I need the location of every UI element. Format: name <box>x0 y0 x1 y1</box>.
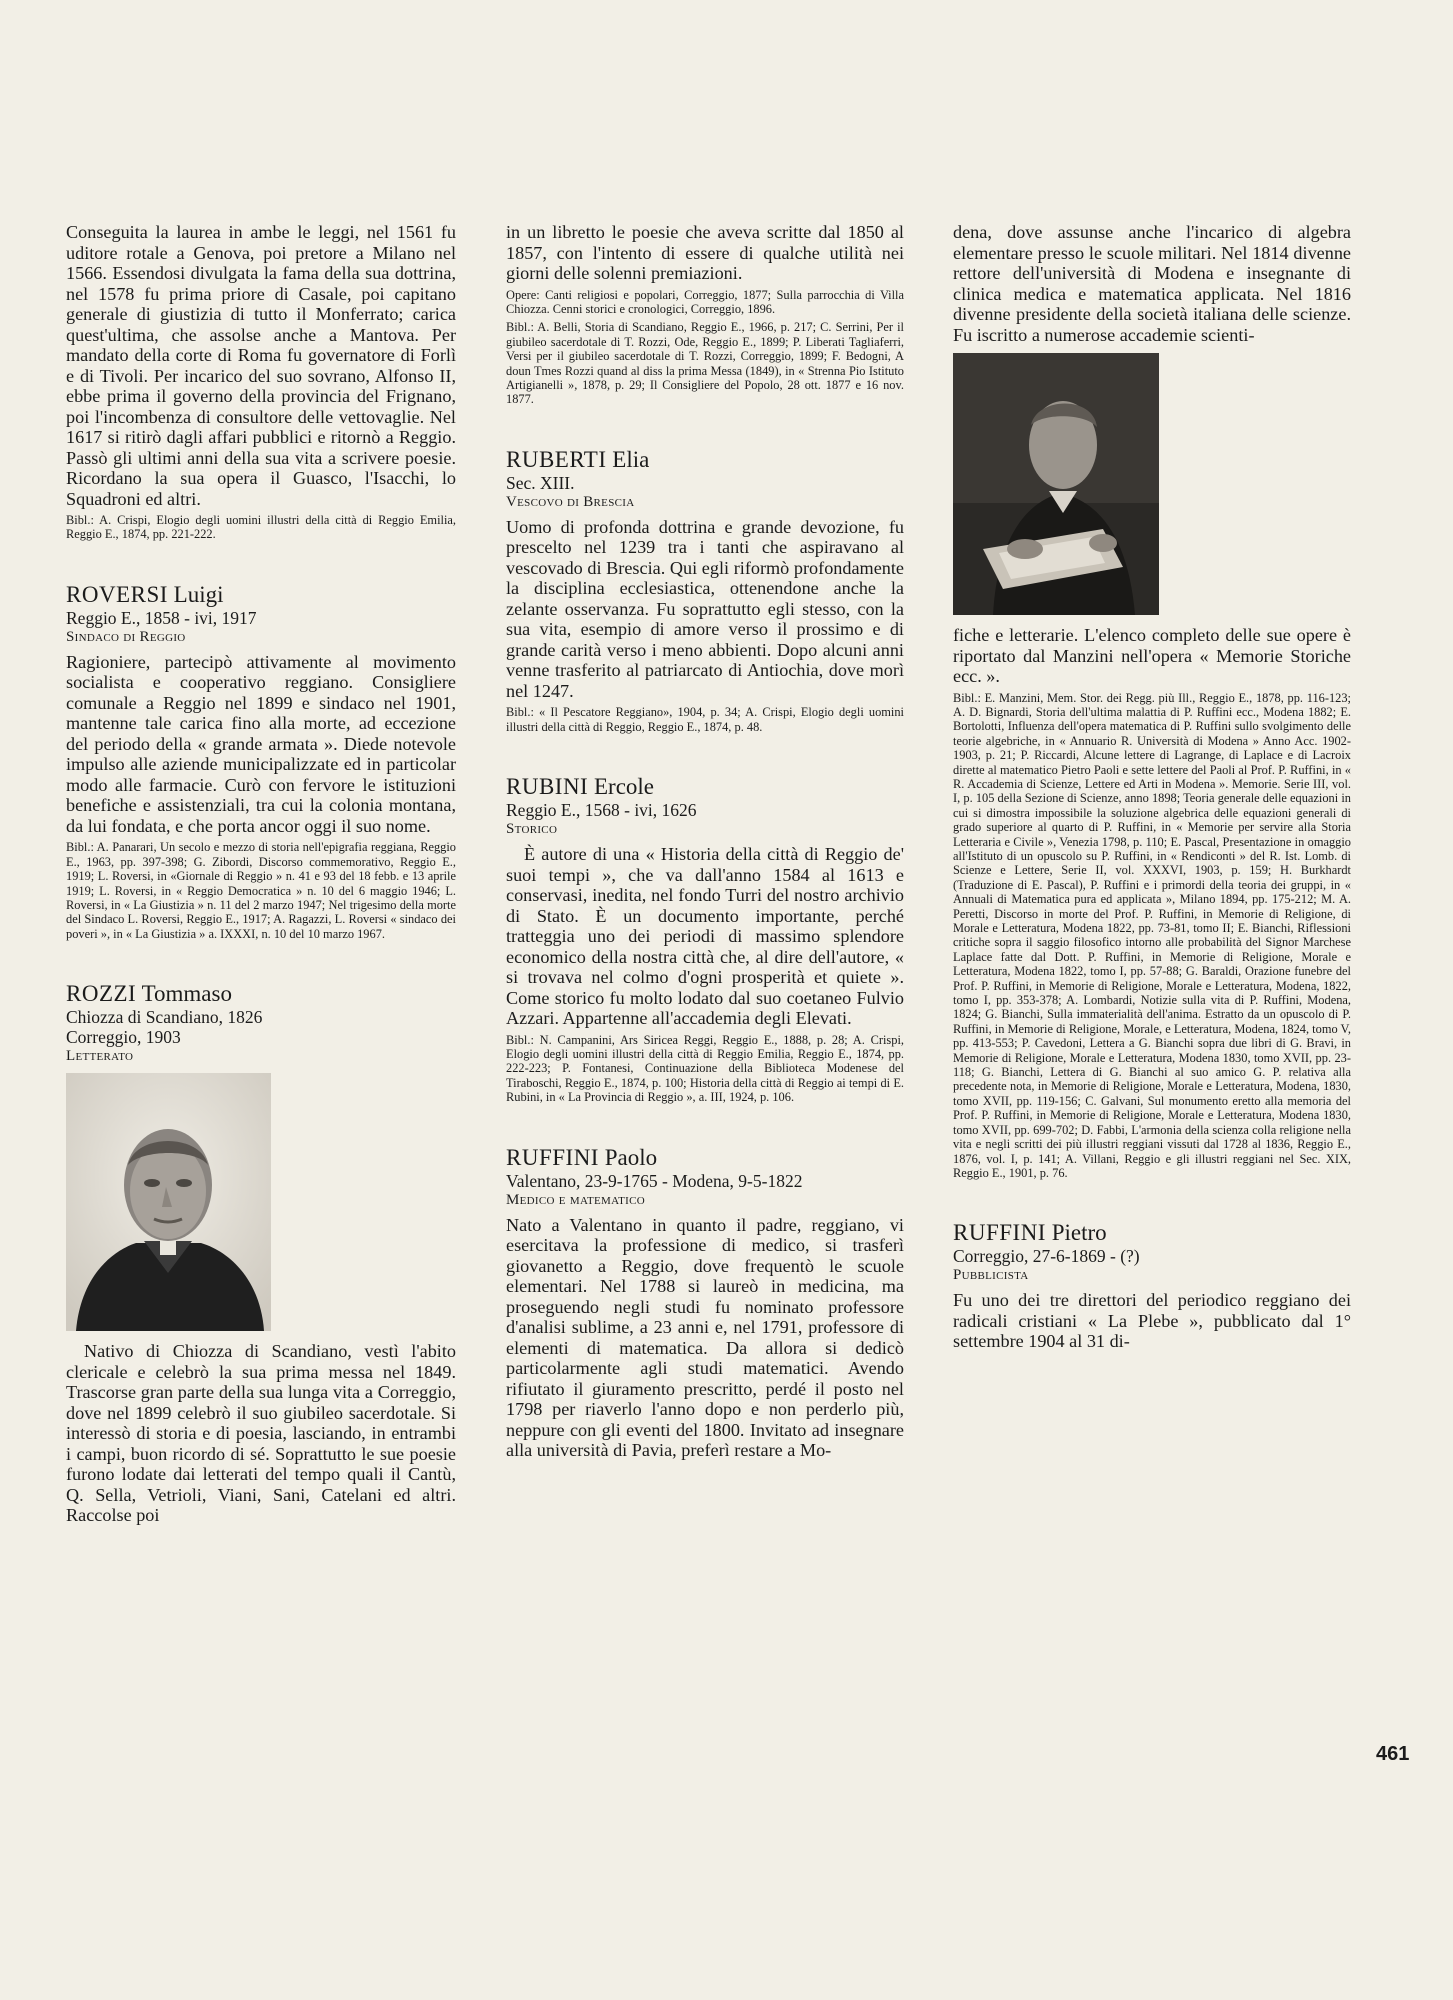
entry-death: Correggio, 1903 <box>66 1027 181 1048</box>
entry-name <box>506 774 904 800</box>
intro-text: Conseguita la laurea in ambe le leggi, nel 1561 fu uditore rotale a Genova, poi pretore a Milano nel 1566. Essendosi divulgata la fama della sua dottrina, nel 1578 fu prima priore di Casale, poi capitano generale di giustizia di tutto il Monferrato; carica quest'ultima, che assolse anche a Mantova. Per mandato della corte di Roma fu governatore di Forlì e di Tivoli. Per incarico del suo sovrano, Alfonso II, ebbe prima il governo della provincia del Frignano, poi l'incombenza di consultore delle vettovaglie. Nel 1617 si ritirò dagli affari pubblici e ritornò a Reggio. Passò gli ultimi anni della sua vita a scrivere poesie. Ricordano la sua opera il Guasco, l'Isacchi, lo Squadroni ed altri. <box>66 222 456 509</box>
entry-rozzi-tommaso <box>66 981 456 1526</box>
entry-bibliography: Bibl.: « Il Pescatore Reggiano», 1904, p. 34; A. Crispi, Elogio degli uomini illustri della città di Reggio, Reggio E., 1874, p. 48. <box>506 705 904 734</box>
entry-ruffini-pietro <box>953 1220 1351 1352</box>
entry-name <box>66 981 456 1007</box>
column-1 <box>66 222 456 1526</box>
portrait-rozzi <box>66 1073 456 1331</box>
entry-dates: Sec. XIII. <box>506 472 575 493</box>
entry-bibliography: Bibl.: E. Manzini, Mem. Stor. dei Regg. più Ill., Reggio E., 1878, pp. 116-123; A. D. Bignardi, Storia dell'ultima malattia di P. Ruffini ecc., Modena 1882; E. Bortolotti, Influenza dell'opera matematica di P. Ruffini sullo svolgimento delle teorie algebriche, in « Annuario R. Università di Modena » Anno Acc. 1902-1903, p. 21; P. Riccardi, Alcune lettere di Lagrange, di Laplace e di Lacroix dirette al matematico Pietro Paoli e sette lettere del Paoli al Prof. P. Ruffini, in « R. Accademia di Scienze, Lettere ed Arti in Modena ». Memorie. Serie III, vol. I, p. 105 della Sezione di Scienze, anno 1898; Teoria generale delle equazioni in cui si dimostra impossibile la soluzione algebrica delle equazioni generali di grado superiore al quarto di P. Ruffini, in « Memorie per servire alla Storia Letteraria e Civile », Venezia 1798, p. 110; E. Pascal, Presentazione in omaggio all'Istituto di un opuscolo su P. Ruffini, in « Rendiconti » del R. Ist. Lomb. di Scienze e Lettere, Serie II, vol. XXXVI, 1903, p. 159; H. Burkhardt (Traduzione di E. Pascal), P. Ruffini e i primordi della teoria dei gruppi, in « Annuali di Matematica pura ed applicata », Milano 1894, pp. 175-212; M. A. Peretti, Discorso in morte del Prof. P. Ruffini, in Memorie di Religione, di Morale e Letteratura, Modena 1822, pp. 73-81, tomo II; E. Bianchi, Riflessioni critiche sopra il saggio filosofico intorno alle probabilità del Signor Marchese Laplace fatte dal Dott. P. Ruffini, in Memorie di Religione, Morale e Letteratura, Modena 1822, tomo I, pp. 57-88; G. Baraldi, Orazione funebre del Prof. P. Ruffini, in Memorie di Religione, Morale e Letteratura, Modena, 1822, tomo I, pp. 353-378; A. Lombardi, Notizie sulla vita di P. Ruffini, Modena, 1824; G. Bianchi, Sulla immaterialità dell'anima. Estratto da un opuscolo di P. Ruffini, in Memorie di Religione, Morale, e Letteratura, Modena, 1824, tomo V, pp. 413-553; P. Cavedoni, Lettera a G. Bianchi sopra due libri di G. Bravi, in Memorie di Religione, Morale e Letteratura, Modena 1830, tomo XVII, pp. 23-118; G. Bianchi, Lettera di G. Bianchi al suo amico G. P. relativa alla precedente nota, in Memorie di Religione, Morale e Letteratura, Modena, 1830, tomo XVII, pp. 119-156; C. Galvani, Sul monumento eretto alla memoria del Prof. P. Ruffini, in Memorie di Religione, Morale e Letteratura, Modena 1830, tomo XVII, pp. 699-702; D. Fabbi, L'armonia della scienza colla religione nella vita e negli scritti dei più illustri reggiani vissuti dal 1728 al 1836, Reggio E., 1876, vol. I, p. 141; A. Villani, Reggio e gli illustri reggiani nel Sec. XIX, Reggio E., 1901, p. 76. <box>953 690 1351 1180</box>
entry-role: Vescovo di Brescia <box>506 493 635 510</box>
entry-text-continued-2: fiche e letterarie. L'elenco completo delle sue opere è riportato dal Manzini nell'opera « Memorie Storiche ecc. ». <box>953 625 1351 686</box>
entry-dates: Correggio, 27-6-1869 - (?) <box>953 1246 1140 1267</box>
entry-dates: Valentano, 23-9-1765 - Modena, 9-5-1822 <box>506 1170 803 1191</box>
entry-surname: RUFFINI <box>506 1144 599 1170</box>
entry-role: Medico e matematico <box>506 1191 645 1208</box>
entry-role: Storico <box>506 821 558 838</box>
entry-ruberti-elia <box>506 447 904 734</box>
entry-text-continued: dena, dove assunse anche l'incarico di algebra elementare presso le scuole militari. Nel 1814 divenne rettore dell'università di Modena e insegnante di clinica medica e matematica applicata. Nel 1816 divenne presidente della società italiana delle scienze. Fu iscritto a numerose accademie scienti- <box>953 222 1351 345</box>
entry-surname: RUBINI <box>506 774 589 800</box>
entry-works: Opere: Canti religiosi e popolari, Correggio, 1877; Sulla parrocchia di Villa Chiozza. Cenni storici e cronologici, Correggio, 1896. <box>506 287 904 316</box>
entry-name <box>506 1145 904 1171</box>
entry-name <box>66 582 456 608</box>
entry-dates: Reggio E., 1858 - ivi, 1917 <box>66 607 257 628</box>
portrait-ruffini <box>953 353 1351 615</box>
entry-name <box>506 447 904 473</box>
entry-given-name: Tommaso <box>141 981 232 1007</box>
entry-text: Nato a Valentano in quanto il padre, reggiano, vi esercitava la professione di medico, si trasferì giovanetto a Reggio, dove frequentò le scuole elementari. Nel 1788 si laureò in medicina, ma proseguendo negli studi fu nominato professore d'analisi sublime, a 23 anni e, nel 1791, professore di elementi di matematica. Da allora si dedicò particolarmente agli studi matematici. Avendo rifiutato il giuramento prescritto, perdé il posto nel 1798 per riaverlo l'anno dopo e non perderlo più, neppure con gli eventi del 1800. Invitato ad insegnare alla università di Pavia, preferì restare a Mo- <box>506 1214 904 1461</box>
entry-given-name: Pietro <box>1051 1220 1107 1246</box>
entry-ruffini-paolo <box>506 1145 904 1461</box>
entry-given-name: Paolo <box>604 1144 658 1170</box>
entry-given-name: Ercole <box>593 774 654 800</box>
entry-rubini-ercole <box>506 774 904 1105</box>
intro-bibliography: Bibl.: A. Crispi, Elogio degli uomini illustri della città di Reggio Emilia, Reggio E., 1874, pp. 221-222. <box>66 513 456 542</box>
entry-text: È autore di una « Historia della città di Reggio de' suoi tempi », che va dall'anno 1584 al 1613 e conservasi, inedita, nel fondo Turri del nostro archivio di Stato. È un documento importante, perché tratteggia uno dei periodi di massimo splendore economico della nostra città che, al dire dell'autore, « si trovava nel colmo d'ogni prosperità et quiete ». Come storico fu molto lodato dal suo coetaneo Fulvio Azzari. Appartenne all'accademia degli Elevati. <box>506 844 904 1029</box>
entry-role: Pubblicista <box>953 1267 1029 1284</box>
entry-bibliography: Bibl.: A. Panarari, Un secolo e mezzo di storia nell'epigrafia reggiana, Reggio E., 1963, pp. 397-398; G. Zibordi, Discorso commemorativo, Reggio E., 1919; L. Roversi, in «Giornale di Reggio » n. 41 e 93 del 18 febb. e 13 aprile 1919; L. Roversi, in « Reggio Democratica » n. 10 del 6 maggio 1946; L. Roversi, in « La Giustizia » n. 11 del 2 marzo 1947; Nel trigesimo della morte del Sindaco L. Roversi, Reggio E., 1917; A. Ragazzi, L. Roversi « sindaco dei poveri », in « La Giustizia » a. IXXXI, n. 10 del 10 marzo 1967. <box>66 840 456 941</box>
entry-role: Sindaco di Reggio <box>66 628 186 645</box>
entry-roversi-luigi <box>66 582 456 941</box>
portrait-rozzi-image <box>66 1073 271 1331</box>
entry-text: Fu uno dei tre direttori del periodico reggiano dei radicali cristiani « La Plebe », pubblicato dal 1° settembre 1904 al 31 di- <box>953 1290 1351 1352</box>
entry-surname: RUFFINI <box>953 1220 1046 1246</box>
entry-surname: RUBERTI <box>506 446 607 472</box>
entry-surname: ROVERSI <box>66 581 168 607</box>
page-number: 461 <box>1376 1743 1410 1765</box>
entry-birth: Chiozza di Scandiano, 1826 <box>66 1007 263 1028</box>
portrait-ruffini-image <box>953 353 1159 615</box>
entry-given-name: Luigi <box>173 581 224 607</box>
entry-bibliography: Bibl.: A. Belli, Storia di Scandiano, Reggio E., 1966, p. 217; C. Serrini, Per il giubileo sacerdotale di T. Rozzi, Ode, Reggio E., 1899; P. Liberati Tagliaferri, Versi per il giubileo sacerdotale di T. Rozzi, Correggio, 1899; F. Bedogni, A doun Tmes Rozzi quand al diss la prima Messa (1849), in « Strenna Pio Istituto Artigianelli », 1878, p. 29; Il Consigliere del Popolo, 28 ott. 1877 e 16 nov. 1877. <box>506 320 904 407</box>
entry-name <box>953 1220 1351 1246</box>
entry-dates: Reggio E., 1568 - ivi, 1626 <box>506 800 697 821</box>
column-2 <box>506 222 904 1461</box>
entry-text: Uomo di profonda dottrina e grande devozione, fu prescelto nel 1239 tra i tanti che aspiravano al vescovado di Brescia. Qui egli riformò profondamente la disciplina ecclesiastica, ottenendone anche la zelante osservanza. Fu soprattutto egli stesso, con la sua vita, esempio di amore verso il prossimo e di grande carità verso i meno abbienti. Dopo alcuni anni venne trasferito al patriarcato di Antiochia, dove morì nel 1247. <box>506 516 904 701</box>
entry-text: Ragioniere, partecipò attivamente al movimento socialista e cooperativo reggiano. Consigliere comunale a Reggio nel 1899 e sindaco nel 1901, mantenne tale carica fino alla morte, ad eccezione del periodo della « grande armata ». Diede notevole impulso alle aziende municipalizzate ed in particolar modo alle farmacie. Curò con fervore le istituzioni benefiche e assistenziali, tra cui la colonia montana, da lui fondata, e che porta ancor oggi il suo nome. <box>66 651 456 836</box>
entry-surname: ROZZI <box>66 981 137 1007</box>
entry-given-name: Elia <box>612 446 650 472</box>
entry-role: Letterato <box>66 1048 134 1065</box>
entry-bibliography: Bibl.: N. Campanini, Ars Siricea Reggi, Reggio E., 1888, p. 28; A. Crispi, Elogio degli uomini illustri della città di Reggio Emilia, Reggio E., 1874, pp. 222-223; P. Fontanesi, Continuazione della Biblioteca Modenese del Tiraboschi, Reggio E., 1874, p. 100; Historia della città di Reggio ai tempi di E. Rubini, in « La Provincia di Reggio », a. III, 1924, p. 106. <box>506 1032 904 1105</box>
entry-text-continued: in un libretto le poesie che aveva scritte dal 1850 al 1857, con l'intento di essere di qualche utilità nei giorni delle solenni premiazioni. <box>506 222 904 283</box>
column-3 <box>953 222 1351 1352</box>
entry-text: Nativo di Chiozza di Scandiano, vestì l'abito clericale e celebrò la sua prima messa nel 1849. Trascorse gran parte della sua lunga vita a Correggio, dove nel 1899 celebrò il suo giubileo sacerdotale. Si interessò di storia e di poesia, lasciando, in entrambi i campi, buon ricordo di sé. Soprattutto le sue poesie furono lodate dai letterati del tempo quali il Cantù, Q. Sella, Vetrioli, Viani, Sani, Catelani ed altri. Raccolse poi <box>66 1341 456 1526</box>
